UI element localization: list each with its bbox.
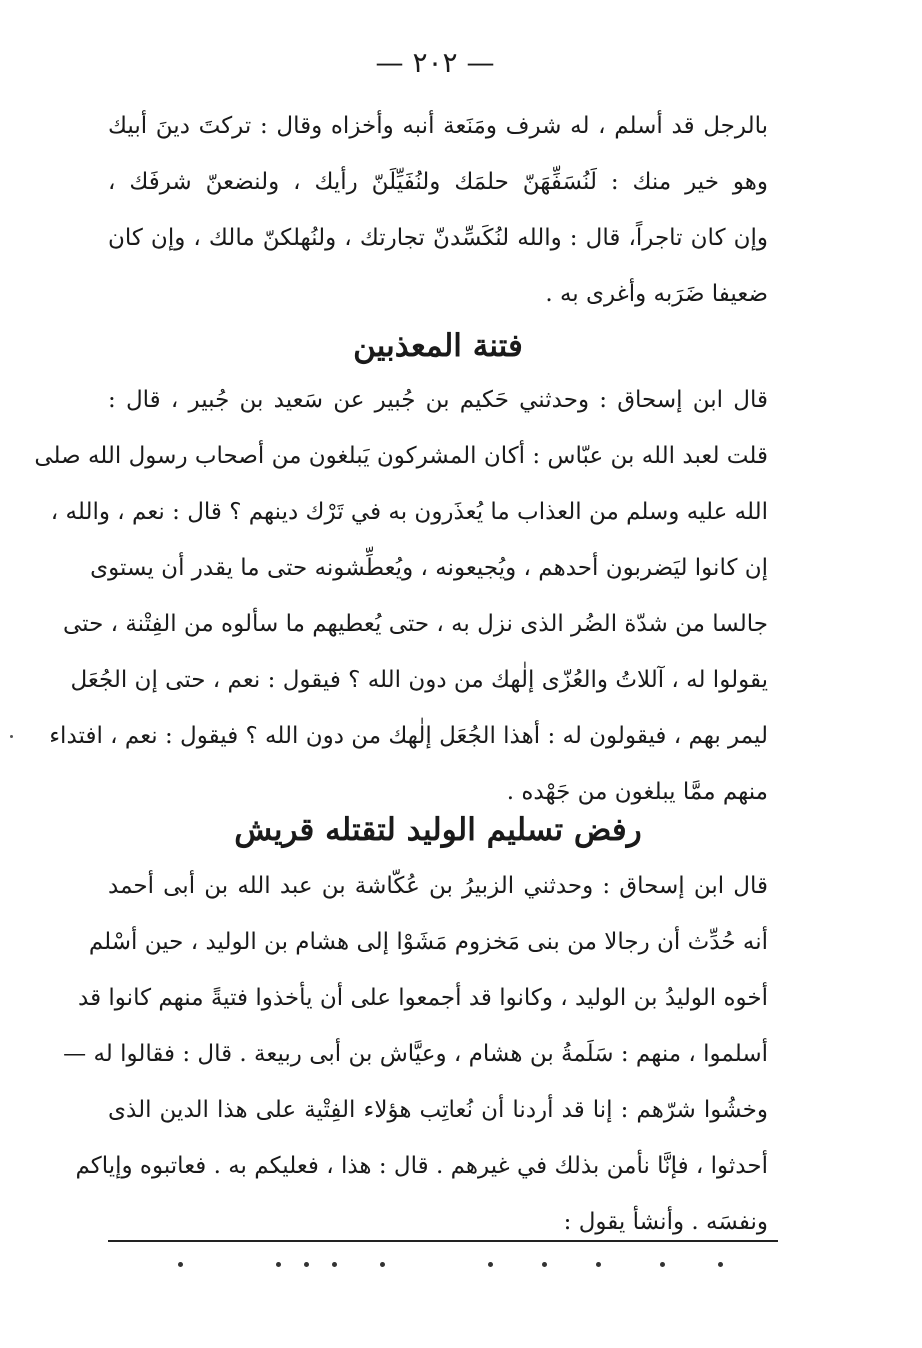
- text-line: إن كانوا ليَضربون أحدهم ، ويُجيعونه ، ويُعطِّشونه حتى ما يقدر أن يستوى: [90, 555, 768, 581]
- text-line: ليمر بهم ، فيقولون له : أهذا الجُعَل إلٰهك من دون الله ؟ فيقول : نعم ، افتداء: [49, 723, 768, 749]
- separator-dot: [276, 1262, 281, 1267]
- text-line: وإن كان تاجراً، قال : والله لنُكَسِّدنّ تجارتك ، ولنُهلكنّ مالك ، وإن كان: [108, 225, 768, 251]
- page-number: — ٢٠٢ —: [375, 46, 495, 79]
- paragraph-torment: [34, 372, 768, 820]
- separator-dot: [596, 1262, 601, 1267]
- separator-dot: [380, 1262, 385, 1267]
- text-line: بالرجل قد أسلم ، له شرف ومَنَعة أنبه وأخزاه وقال : تركتَ دينَ أبيك: [108, 113, 768, 139]
- separator-dot: [488, 1262, 493, 1267]
- text-line: أخوه الوليدُ بن الوليد ، وكانوا قد أجمعوا على أن يأخذوا فتيةً منهم كانوا قد: [78, 985, 768, 1011]
- text-line: ضعيفا ضَرَبه وأغرى به .: [545, 281, 768, 307]
- text-line: وخشُوا شرّهم : إنا قد أردنا أن نُعاتِب هؤلاء الفِتْية على هذا الدين الذى: [108, 1097, 768, 1123]
- footnote-rule: [108, 1240, 778, 1242]
- stray-mark: [10, 735, 13, 738]
- text-line: منهم ممَّا يبلغون من جَهْده .: [506, 779, 768, 805]
- section-heading-walid: رفض تسليم الوليد لتقتله قريش: [234, 812, 642, 848]
- text-line: وهو خير منك : لَنُسَفِّهَنّ حلمَك ولنُفَيِّلَنّ رأيك ، ولنضعنّ شرفَك ،: [108, 169, 768, 195]
- text-line: قلت لعبد الله بن عبّاس : أكان المشركون يَبلغون من أصحاب رسول الله صلى: [34, 443, 768, 469]
- separator-dot: [304, 1262, 309, 1267]
- paragraph-walid: [63, 858, 768, 1250]
- section-heading-torment: فتنة المعذبين: [353, 328, 523, 364]
- separator-dot: [660, 1262, 665, 1267]
- text-line: الله عليه وسلم من العذاب ما يُعذَرون به في تَرْك دينهم ؟ قال : نعم ، والله ،: [50, 499, 768, 525]
- separator-dot: [178, 1262, 183, 1267]
- separator-dot: [718, 1262, 723, 1267]
- paragraph-intro: [108, 98, 768, 322]
- dotted-separator: [140, 1262, 780, 1282]
- text-line: قال ابن إسحاق : وحدثني الزبيرُ بن عُكّاشة بن عبد الله بن أبى أحمد: [108, 873, 768, 899]
- text-line: قال ابن إسحاق : وحدثني حَكيم بن جُبير عن سَعيد بن جُبير ، قال :: [108, 387, 768, 413]
- text-line: أنه حُدِّث أن رجالا من بنى مَخزوم مَشَوْا إلى هشام بن الوليد ، حين أسْلم: [88, 929, 768, 955]
- separator-dot: [332, 1262, 337, 1267]
- text-line: جالسا من شدّة الضُر الذى نزل به ، حتى يُعطيهم ما سألوه من الفِتْنة ، حتى: [62, 611, 768, 637]
- text-line: يقولوا له ، آللاتُ والعُزّى إلٰهك من دون الله ؟ فيقول : نعم ، حتى إن الجُعَل: [70, 667, 768, 693]
- separator-dot: [542, 1262, 547, 1267]
- text-line: أحدثوا ، فإنَّا نأمن بذلك في غيرهم . قال : هذا ، فعليكم به . فعاتبوه وإياكم: [75, 1153, 768, 1179]
- text-line: ونفسَه . وأنشأ يقول :: [563, 1209, 768, 1235]
- text-line: أسلموا ، منهم : سَلَمةُ بن هشام ، وعيَّاش بن أبى ربيعة . قال : فقالوا له —: [63, 1041, 768, 1067]
